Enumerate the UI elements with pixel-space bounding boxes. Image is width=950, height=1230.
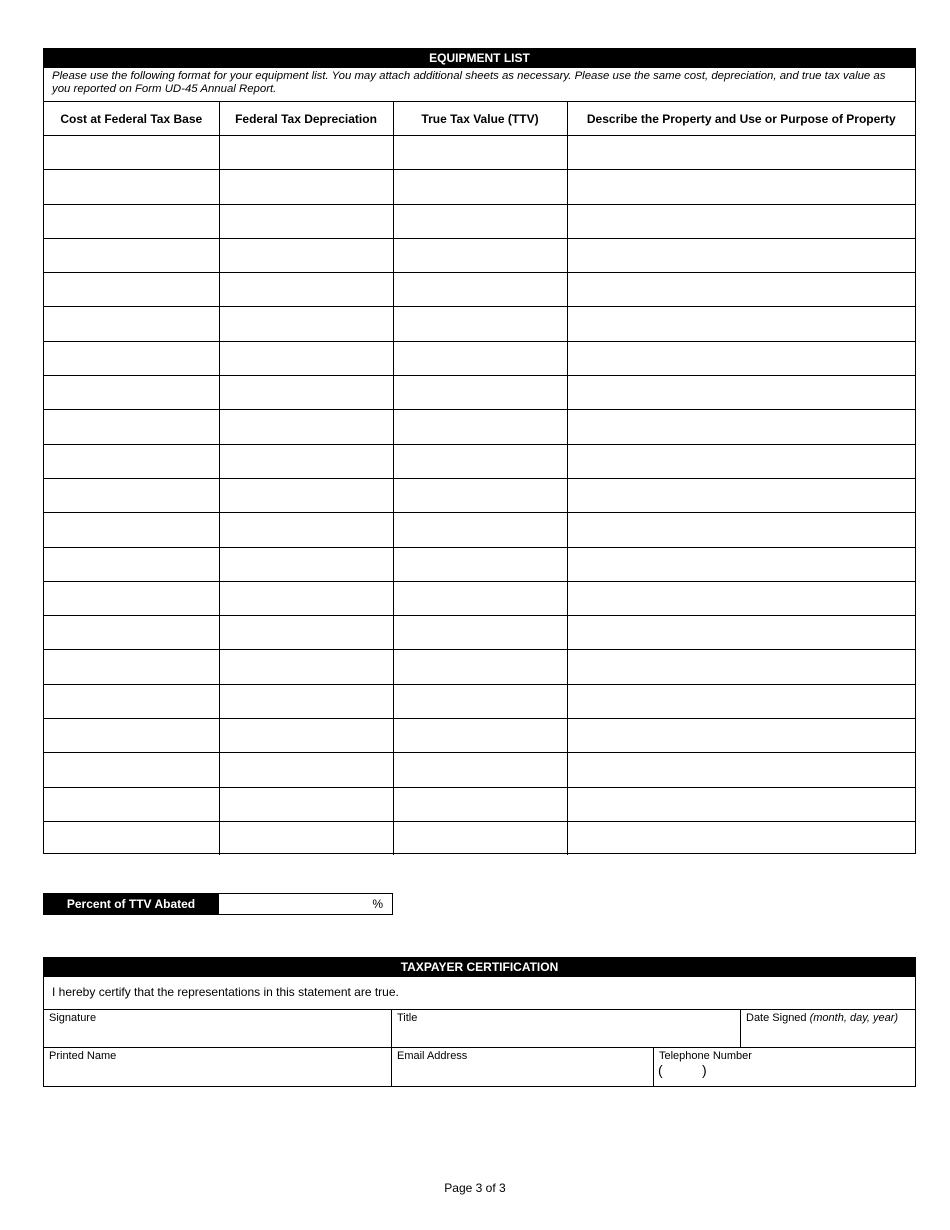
description-cell	[567, 204, 915, 238]
table-row	[44, 444, 915, 478]
ttv-input[interactable]	[394, 342, 567, 375]
description-cell	[567, 273, 915, 307]
cost-input[interactable]	[44, 788, 219, 821]
depreciation-cell	[219, 341, 393, 375]
ttv-cell	[393, 616, 567, 650]
description-input[interactable]	[568, 719, 916, 752]
cost-input[interactable]	[44, 239, 219, 272]
cost-cell	[44, 273, 219, 307]
table-row	[44, 753, 915, 787]
depreciation-cell	[219, 204, 393, 238]
cost-input[interactable]	[44, 273, 219, 306]
description-input[interactable]	[568, 753, 916, 786]
ttv-input[interactable]	[394, 753, 567, 786]
cost-cell	[44, 821, 219, 855]
table-row	[44, 341, 915, 375]
depreciation-input[interactable]	[220, 513, 393, 546]
table-row	[44, 376, 915, 410]
cost-cell	[44, 684, 219, 718]
equipment-instructions: Please use the following format for your equipment list. You may attach additional sheets as necessary. Please use the same cost, depreciation, and true tax value as you reported on Form UD-45 Annual Report.	[52, 70, 886, 95]
telephone-label: Telephone Number	[659, 1050, 752, 1062]
description-cell	[567, 376, 915, 410]
description-cell	[567, 170, 915, 204]
cost-cell	[44, 136, 219, 170]
depreciation-input[interactable]	[220, 548, 393, 581]
cost-cell	[44, 650, 219, 684]
cost-cell	[44, 616, 219, 650]
title-input[interactable]	[392, 1026, 740, 1046]
column-header-depreciation: Federal Tax Depreciation	[219, 102, 393, 136]
table-row	[44, 787, 915, 821]
cost-input[interactable]	[44, 170, 219, 203]
certification-title: TAXPAYER CERTIFICATION	[44, 958, 915, 977]
cost-input[interactable]	[44, 445, 219, 478]
ttv-input[interactable]	[394, 650, 567, 683]
ttv-input[interactable]	[394, 205, 567, 238]
percent-abated-input[interactable]	[219, 894, 369, 914]
title-cell	[392, 1009, 741, 1048]
description-input[interactable]	[568, 410, 916, 443]
ttv-cell	[393, 170, 567, 204]
telephone-input[interactable]	[712, 1064, 912, 1084]
ttv-cell	[393, 513, 567, 547]
ttv-cell	[393, 204, 567, 238]
depreciation-input[interactable]	[220, 685, 393, 718]
ttv-input[interactable]	[394, 239, 567, 272]
description-input[interactable]	[568, 822, 916, 855]
cost-input[interactable]	[44, 342, 219, 375]
depreciation-cell	[219, 513, 393, 547]
cost-cell	[44, 513, 219, 547]
depreciation-cell	[219, 719, 393, 753]
description-cell	[567, 616, 915, 650]
description-input[interactable]	[568, 205, 916, 238]
description-input[interactable]	[568, 307, 916, 340]
ttv-cell	[393, 650, 567, 684]
ttv-input[interactable]	[394, 822, 567, 855]
depreciation-input[interactable]	[220, 273, 393, 306]
description-input[interactable]	[568, 136, 916, 169]
depreciation-input[interactable]	[220, 136, 393, 169]
cost-input[interactable]	[44, 376, 219, 409]
date-signed-text: Date Signed	[746, 1012, 807, 1024]
depreciation-cell	[219, 821, 393, 855]
cost-input[interactable]	[44, 719, 219, 752]
table-row	[44, 513, 915, 547]
ttv-cell	[393, 410, 567, 444]
date-signed-input[interactable]	[741, 1026, 915, 1046]
certification-statement: I hereby certify that the representations in this statement are true.	[52, 985, 399, 999]
ttv-cell	[393, 684, 567, 718]
ttv-input[interactable]	[394, 410, 567, 443]
description-cell	[567, 307, 915, 341]
table-row	[44, 136, 915, 170]
cost-input[interactable]	[44, 822, 219, 855]
cost-input[interactable]	[44, 685, 219, 718]
cost-cell	[44, 719, 219, 753]
cost-input[interactable]	[44, 513, 219, 546]
description-cell	[567, 787, 915, 821]
depreciation-input[interactable]	[220, 342, 393, 375]
table-row	[44, 204, 915, 238]
cost-input[interactable]	[44, 582, 219, 615]
depreciation-cell	[219, 273, 393, 307]
column-header-description: Describe the Property and Use or Purpose of Property	[567, 102, 915, 136]
cost-input[interactable]	[44, 479, 219, 512]
description-input[interactable]	[568, 685, 916, 718]
equipment-header-row	[44, 102, 915, 136]
printed-name-cell	[44, 1047, 392, 1086]
ttv-cell	[393, 136, 567, 170]
table-row	[44, 821, 915, 855]
description-cell	[567, 547, 915, 581]
telephone-cell	[654, 1047, 915, 1086]
depreciation-cell	[219, 238, 393, 272]
depreciation-cell	[219, 444, 393, 478]
equipment-table	[44, 101, 915, 855]
ttv-cell	[393, 478, 567, 512]
description-cell	[567, 719, 915, 753]
depreciation-cell	[219, 581, 393, 615]
table-row	[44, 684, 915, 718]
cost-cell	[44, 444, 219, 478]
cost-input[interactable]	[44, 753, 219, 786]
cost-cell	[44, 547, 219, 581]
ttv-input[interactable]	[394, 582, 567, 615]
ttv-input[interactable]	[394, 170, 567, 203]
depreciation-cell	[219, 547, 393, 581]
cost-cell	[44, 238, 219, 272]
depreciation-cell	[219, 410, 393, 444]
description-cell	[567, 478, 915, 512]
description-input[interactable]	[568, 479, 916, 512]
ttv-input[interactable]	[394, 548, 567, 581]
ttv-input[interactable]	[394, 445, 567, 478]
description-input[interactable]	[568, 582, 916, 615]
printed-name-label: Printed Name	[49, 1050, 117, 1062]
cost-cell	[44, 341, 219, 375]
description-input[interactable]	[568, 513, 916, 546]
area-code-open-paren: (	[658, 1062, 663, 1078]
table-row	[44, 238, 915, 272]
ttv-input[interactable]	[394, 719, 567, 752]
email-label: Email Address	[397, 1050, 468, 1062]
description-input[interactable]	[568, 445, 916, 478]
taxpayer-certification-section	[43, 957, 916, 1087]
table-row	[44, 307, 915, 341]
cost-input[interactable]	[44, 410, 219, 443]
depreciation-input[interactable]	[220, 410, 393, 443]
table-row	[44, 478, 915, 512]
description-input[interactable]	[568, 616, 916, 649]
description-input[interactable]	[568, 788, 916, 821]
cost-cell	[44, 307, 219, 341]
signature-input[interactable]	[44, 1026, 391, 1046]
table-row	[44, 170, 915, 204]
date-signed-hint: (month, day, year)	[809, 1012, 899, 1024]
description-cell	[567, 341, 915, 375]
depreciation-input[interactable]	[220, 307, 393, 340]
area-code-close-paren: )	[702, 1062, 707, 1078]
depreciation-cell	[219, 787, 393, 821]
cost-cell	[44, 753, 219, 787]
description-cell	[567, 821, 915, 855]
ttv-cell	[393, 307, 567, 341]
depreciation-cell	[219, 307, 393, 341]
depreciation-input[interactable]	[220, 479, 393, 512]
ttv-input[interactable]	[394, 616, 567, 649]
signature-cell	[44, 1009, 392, 1048]
depreciation-input[interactable]	[220, 753, 393, 786]
table-row	[44, 547, 915, 581]
depreciation-cell	[219, 376, 393, 410]
depreciation-input[interactable]	[220, 582, 393, 615]
depreciation-input[interactable]	[220, 445, 393, 478]
depreciation-input[interactable]	[220, 719, 393, 752]
area-code-input[interactable]	[664, 1064, 700, 1084]
percent-abated-label: Percent of TTV Abated	[43, 893, 219, 915]
ttv-input[interactable]	[394, 685, 567, 718]
depreciation-input[interactable]	[220, 788, 393, 821]
ttv-input[interactable]	[394, 513, 567, 546]
depreciation-input[interactable]	[220, 650, 393, 683]
description-cell	[567, 136, 915, 170]
ttv-cell	[393, 787, 567, 821]
description-cell	[567, 684, 915, 718]
cost-input[interactable]	[44, 548, 219, 581]
ttv-input[interactable]	[394, 136, 567, 169]
equipment-list-section	[43, 48, 916, 854]
table-row	[44, 719, 915, 753]
email-cell	[392, 1047, 654, 1086]
email-input[interactable]	[392, 1064, 653, 1084]
table-row	[44, 581, 915, 615]
depreciation-cell	[219, 753, 393, 787]
depreciation-input[interactable]	[220, 170, 393, 203]
column-header-ttv: True Tax Value (TTV)	[393, 102, 567, 136]
ttv-cell	[393, 273, 567, 307]
description-cell	[567, 410, 915, 444]
depreciation-input[interactable]	[220, 616, 393, 649]
description-cell	[567, 513, 915, 547]
description-cell	[567, 238, 915, 272]
ttv-input[interactable]	[394, 273, 567, 306]
ttv-cell	[393, 444, 567, 478]
cost-input[interactable]	[44, 205, 219, 238]
cost-cell	[44, 410, 219, 444]
description-input[interactable]	[568, 239, 916, 272]
signature-label: Signature	[49, 1012, 97, 1024]
ttv-cell	[393, 719, 567, 753]
table-row	[44, 410, 915, 444]
cost-cell	[44, 581, 219, 615]
date-signed-label	[746, 1012, 898, 1024]
equipment-list-title: EQUIPMENT LIST	[44, 49, 915, 68]
depreciation-input[interactable]	[220, 376, 393, 409]
depreciation-input[interactable]	[220, 205, 393, 238]
depreciation-cell	[219, 616, 393, 650]
ttv-cell	[393, 238, 567, 272]
ttv-input[interactable]	[394, 376, 567, 409]
column-header-cost: Cost at Federal Tax Base	[44, 102, 219, 136]
depreciation-cell	[219, 684, 393, 718]
description-input[interactable]	[568, 650, 916, 683]
description-input[interactable]	[568, 342, 916, 375]
ttv-input[interactable]	[394, 788, 567, 821]
depreciation-cell	[219, 170, 393, 204]
table-row	[44, 616, 915, 650]
depreciation-cell	[219, 650, 393, 684]
cost-cell	[44, 478, 219, 512]
description-input[interactable]	[568, 548, 916, 581]
ttv-cell	[393, 547, 567, 581]
description-input[interactable]	[568, 273, 916, 306]
description-input[interactable]	[568, 376, 916, 409]
ttv-cell	[393, 376, 567, 410]
description-cell	[567, 650, 915, 684]
table-row	[44, 273, 915, 307]
percent-sign: %	[372, 897, 383, 911]
cost-cell	[44, 170, 219, 204]
depreciation-cell	[219, 136, 393, 170]
page-number: Page 3 of 3	[444, 1181, 506, 1195]
depreciation-cell	[219, 478, 393, 512]
percent-abated-field	[218, 893, 393, 915]
depreciation-input[interactable]	[220, 822, 393, 855]
cost-input[interactable]	[44, 307, 219, 340]
depreciation-input[interactable]	[220, 239, 393, 272]
cost-input[interactable]	[44, 650, 219, 683]
title-label: Title	[397, 1012, 418, 1024]
cost-cell	[44, 376, 219, 410]
description-cell	[567, 581, 915, 615]
description-input[interactable]	[568, 170, 916, 203]
description-cell	[567, 753, 915, 787]
cost-cell	[44, 787, 219, 821]
ttv-input[interactable]	[394, 479, 567, 512]
printed-name-input[interactable]	[44, 1064, 391, 1084]
cost-input[interactable]	[44, 136, 219, 169]
description-cell	[567, 444, 915, 478]
cost-cell	[44, 204, 219, 238]
table-row	[44, 650, 915, 684]
cost-input[interactable]	[44, 616, 219, 649]
ttv-cell	[393, 753, 567, 787]
equipment-table-body	[44, 136, 915, 856]
ttv-cell	[393, 581, 567, 615]
ttv-cell	[393, 341, 567, 375]
ttv-cell	[393, 821, 567, 855]
date-signed-cell	[741, 1009, 915, 1048]
ttv-input[interactable]	[394, 307, 567, 340]
